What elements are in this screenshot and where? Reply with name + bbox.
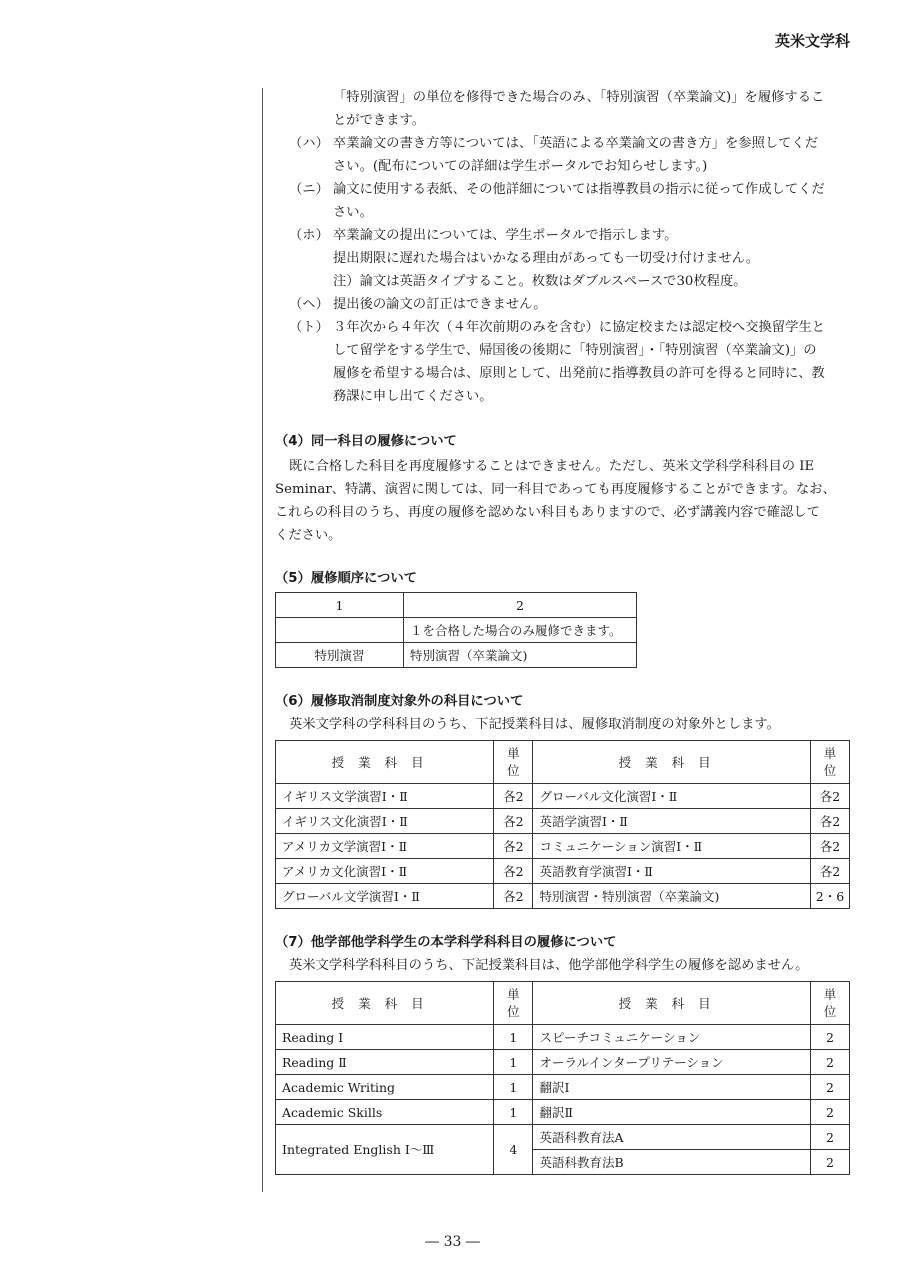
table-cell: 特別演習（卒業論文) — [404, 643, 637, 668]
subject-header: 授業科目 — [618, 754, 725, 770]
subject-cell: Academic Writing — [276, 1075, 494, 1100]
text-line: さい。(配布についての詳細は学生ポータルでお知らせします。) — [333, 159, 708, 174]
subject-cell: Integrated English Ⅰ～Ⅲ — [276, 1125, 494, 1175]
table-row — [276, 1050, 850, 1075]
header-cell — [533, 741, 810, 784]
section-4-body — [275, 455, 850, 547]
unit-cell: 2 — [810, 1100, 849, 1125]
unit-cell: 1 — [494, 1050, 533, 1075]
section-7-intro: 英米文学科学科科目のうち、下記授業科目は、他学部他学科学生の履修を認めません。 — [289, 958, 809, 973]
section-6-heading: （6）履修取消制度対象外の科目について — [275, 694, 524, 709]
subject-cell: 英語科教育法B — [533, 1150, 810, 1175]
subject-cell: 特別演習・特別演習（卒業論文) — [533, 884, 810, 909]
subject-cell: 英語科教育法A — [533, 1125, 810, 1150]
unit-header: 位 — [507, 1004, 520, 1019]
text-line: ください。 — [275, 528, 342, 543]
table-row — [276, 643, 637, 668]
text-line: 卒業論文の提出については、学生ポータルで指示します。 — [333, 228, 678, 243]
item-label: （ト） — [289, 320, 329, 335]
subject-cell: イギリス文学演習Ⅰ・Ⅱ — [276, 784, 494, 809]
unit-cell: 2・6 — [810, 884, 849, 909]
header-cell — [810, 741, 849, 784]
text-line: 注）論文は英語タイプすること。枚数はダブルスペースで30枚程度。 — [333, 274, 747, 289]
table-row — [276, 1125, 850, 1150]
subject-cell: 翻訳Ⅰ — [533, 1075, 810, 1100]
subject-header: 授業科目 — [618, 995, 725, 1011]
main-content — [275, 86, 850, 1175]
item-label: （ホ） — [289, 228, 329, 243]
list-item-ho — [275, 224, 850, 293]
text-line: これらの科目のうち、再度の履修を認めない科目もありますので、必ず講義内容で確認して — [275, 505, 820, 520]
unit-cell: 2 — [810, 1150, 849, 1175]
subject-header: 授業科目 — [331, 995, 438, 1011]
unit-header: 位 — [823, 1004, 837, 1019]
unit-cell: 各2 — [494, 859, 533, 884]
text-line: とができます。 — [333, 113, 426, 128]
margin-rule — [262, 88, 263, 1192]
unit-cell: 1 — [494, 1075, 533, 1100]
list-item-to — [275, 316, 850, 408]
withdrawal-exempt-table — [275, 740, 850, 909]
text-line: Seminar、特講、演習に関しては、同一科目であっても再度履修することができます。なお、 — [275, 482, 836, 497]
section-6-intro: 英米文学科の学科科目のうち、下記授業科目は、履修取消制度の対象外とします。 — [289, 717, 780, 732]
unit-cell: 2 — [810, 1075, 849, 1100]
text-line: 論文に使用する表紙、その他詳細については指導教員の指示に従って作成してくだ — [333, 182, 825, 197]
continuation-paragraph — [275, 86, 850, 132]
text-line: 提出期限に遅れた場合はいかなる理由があっても一切受け付けません。 — [333, 251, 760, 266]
unit-cell: 各2 — [494, 809, 533, 834]
subject-cell: コミュニケーション演習Ⅰ・Ⅱ — [533, 834, 810, 859]
header-cell — [494, 982, 533, 1025]
header-cell — [276, 741, 494, 784]
unit-header: 単 — [823, 746, 837, 761]
table-row — [276, 834, 850, 859]
list-item-ha — [275, 132, 850, 178]
table-header-row — [276, 593, 637, 618]
item-label: （ニ） — [289, 182, 329, 197]
text-line: して留学をする学生で、帰国後の後期に「特別演習」・「特別演習（卒業論文)」の — [333, 343, 817, 358]
unit-header: 位 — [507, 763, 520, 778]
section-5-heading: （5）履修順序について — [275, 571, 417, 586]
header-cell: 1 — [276, 593, 404, 618]
subject-cell: アメリカ文化演習Ⅰ・Ⅱ — [276, 859, 494, 884]
unit-cell: 各2 — [810, 859, 849, 884]
subject-cell: 英語学演習Ⅰ・Ⅱ — [533, 809, 810, 834]
unit-cell: 各2 — [494, 884, 533, 909]
item-label: （ヘ） — [289, 297, 329, 312]
unit-cell: 各2 — [810, 784, 849, 809]
header-cell — [533, 982, 810, 1025]
unit-cell: 2 — [810, 1050, 849, 1075]
list-item-he — [275, 293, 850, 316]
subject-cell: Reading Ⅱ — [276, 1050, 494, 1075]
table-row — [276, 1075, 850, 1100]
table-cell: 特別演習 — [276, 643, 404, 668]
table-header-row — [276, 982, 850, 1025]
header-cell — [494, 741, 533, 784]
text-line: 卒業論文の書き方等については、「英語による卒業論文の書き方」を参照してくだ — [333, 136, 819, 151]
item-label: （ハ） — [289, 136, 329, 151]
unit-cell: 各2 — [810, 809, 849, 834]
text-line: ３年次から４年次（４年次前期のみを含む）に協定校または認定校へ交換留学生と — [333, 320, 825, 335]
text-line: 務課に申し出てください。 — [333, 389, 493, 404]
table-cell: １を合格した場合のみ履修できます。 — [404, 618, 637, 643]
table-row — [276, 618, 637, 643]
unit-header: 単 — [507, 746, 520, 761]
section-7-heading: （7）他学部他学科学生の本学科学科科目の履修について — [275, 935, 617, 950]
subject-cell: スピーチコミュニケーション — [533, 1025, 810, 1050]
subject-cell: 英語教育学演習Ⅰ・Ⅱ — [533, 859, 810, 884]
table-row — [276, 859, 850, 884]
table-row — [276, 809, 850, 834]
unit-cell: 4 — [494, 1125, 533, 1175]
subject-cell: オーラルインタープリテーション — [533, 1050, 810, 1075]
text-line: さい。 — [333, 205, 373, 220]
subject-cell: イギリス文化演習Ⅰ・Ⅱ — [276, 809, 494, 834]
header-cell: 2 — [404, 593, 637, 618]
subject-header: 授業科目 — [331, 754, 438, 770]
subject-cell: Reading Ⅰ — [276, 1025, 494, 1050]
unit-header: 位 — [823, 763, 837, 778]
unit-cell: 各2 — [494, 784, 533, 809]
subject-cell: 翻訳Ⅱ — [533, 1100, 810, 1125]
table-row — [276, 884, 850, 909]
unit-cell: 2 — [810, 1025, 849, 1050]
unit-header: 単 — [823, 987, 837, 1002]
restricted-courses-table — [275, 981, 850, 1175]
text-line: 既に合格した科目を再度履修することはできません。ただし、英米文学科学科科目の IE — [289, 459, 815, 474]
department-title: 英米文学科 — [774, 32, 850, 50]
table-row — [276, 1100, 850, 1125]
table-header-row — [276, 741, 850, 784]
table-row — [276, 1025, 850, 1050]
unit-cell: 2 — [810, 1125, 849, 1150]
subject-cell: グローバル文化演習Ⅰ・Ⅱ — [533, 784, 810, 809]
text-line: 履修を希望する場合は、原則として、出発前に指導教員の許可を得ると同時に、教 — [333, 366, 825, 381]
text-line: 提出後の論文の訂正はできません。 — [333, 297, 547, 312]
page-number: ― 33 ― — [425, 1234, 480, 1250]
text-line: 「特別演習」の単位を修得できた場合のみ、「特別演習（卒業論文)」を履修するこ — [333, 90, 825, 105]
unit-cell: 各2 — [494, 834, 533, 859]
header-cell — [276, 982, 494, 1025]
unit-cell: 1 — [494, 1100, 533, 1125]
course-order-table — [275, 592, 637, 668]
subject-cell: グローバル文学演習Ⅰ・Ⅱ — [276, 884, 494, 909]
subject-cell: Academic Skills — [276, 1100, 494, 1125]
subject-cell: アメリカ文学演習Ⅰ・Ⅱ — [276, 834, 494, 859]
table-cell — [276, 618, 404, 643]
table-row — [276, 784, 850, 809]
section-4-heading: （4）同一科目の履修について — [275, 434, 457, 449]
unit-cell: 1 — [494, 1025, 533, 1050]
unit-header: 単 — [507, 987, 520, 1002]
unit-cell: 各2 — [810, 834, 849, 859]
header-cell — [810, 982, 849, 1025]
list-item-ni — [275, 178, 850, 224]
